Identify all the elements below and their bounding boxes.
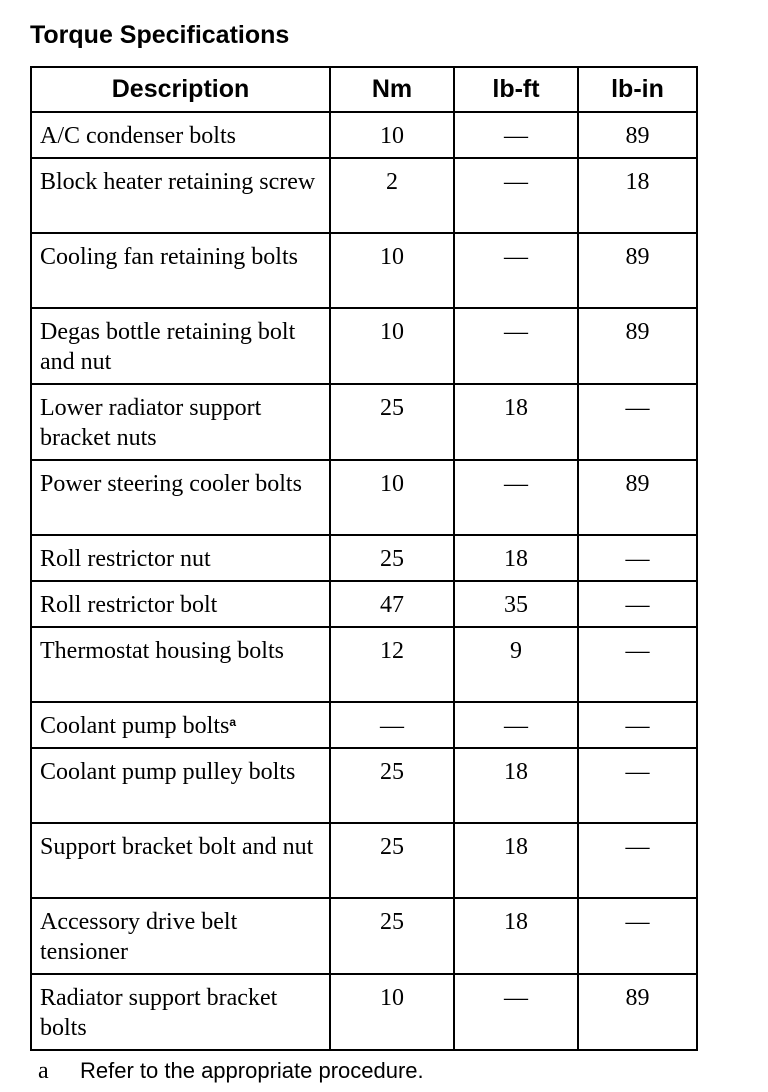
- description-cell: Lower radiator support bracket nuts: [31, 384, 330, 460]
- nm-cell: 10: [330, 233, 454, 308]
- description-cell: Support bracket bolt and nut: [31, 823, 330, 898]
- column-header-description: Description: [31, 67, 330, 112]
- lb-in-cell: —: [578, 535, 697, 581]
- page-title: Torque Specifications: [30, 21, 290, 49]
- lb-ft-cell: 18: [454, 823, 578, 898]
- lb-ft-cell: —: [454, 112, 578, 158]
- table-row: [31, 748, 697, 823]
- lb-in-cell: 89: [578, 308, 697, 384]
- description-text: Coolant pump bolts: [40, 713, 230, 739]
- torque-specifications-table: [30, 66, 698, 1051]
- nm-cell: 10: [330, 308, 454, 384]
- nm-cell: 25: [330, 384, 454, 460]
- lb-ft-cell: —: [454, 158, 578, 233]
- lb-ft-cell: —: [454, 702, 578, 748]
- table-row: [31, 158, 697, 233]
- description-cell: Accessory drive belt tensioner: [31, 898, 330, 974]
- lb-in-cell: 89: [578, 233, 697, 308]
- lb-ft-cell: 9: [454, 627, 578, 702]
- nm-cell: 25: [330, 823, 454, 898]
- table-row: [31, 233, 697, 308]
- nm-cell: 25: [330, 535, 454, 581]
- lb-in-cell: 89: [578, 112, 697, 158]
- column-header-nm: Nm: [330, 67, 454, 112]
- lb-in-cell: 89: [578, 974, 697, 1050]
- lb-in-cell: 89: [578, 460, 697, 535]
- nm-cell: 10: [330, 112, 454, 158]
- footnote-reference: a: [229, 715, 237, 729]
- table-row: [31, 974, 697, 1050]
- description-cell: Radiator support bracket bolts: [31, 974, 330, 1050]
- nm-cell: 25: [330, 898, 454, 974]
- table-row: [31, 581, 697, 627]
- nm-cell: 2: [330, 158, 454, 233]
- table-row: [31, 823, 697, 898]
- description-cell: Coolant pump pulley bolts: [31, 748, 330, 823]
- nm-cell: 25: [330, 748, 454, 823]
- nm-cell: 10: [330, 974, 454, 1050]
- description-cell: A/C condenser bolts: [31, 112, 330, 158]
- description-cell: Cooling fan retaining bolts: [31, 233, 330, 308]
- lb-ft-cell: 18: [454, 384, 578, 460]
- lb-in-cell: —: [578, 748, 697, 823]
- lb-ft-cell: —: [454, 233, 578, 308]
- lb-in-cell: 18: [578, 158, 697, 233]
- lb-ft-cell: —: [454, 460, 578, 535]
- lb-in-cell: —: [578, 823, 697, 898]
- lb-ft-cell: —: [454, 974, 578, 1050]
- table-header-row: [31, 67, 697, 112]
- lb-ft-cell: 18: [454, 535, 578, 581]
- nm-cell: 10: [330, 460, 454, 535]
- lb-ft-cell: 18: [454, 748, 578, 823]
- nm-cell: 12: [330, 627, 454, 702]
- column-header-lb-ft: lb-ft: [454, 67, 578, 112]
- nm-cell: —: [330, 702, 454, 748]
- description-cell: Roll restrictor bolt: [31, 581, 330, 627]
- lb-in-cell: —: [578, 581, 697, 627]
- description-cell: [31, 702, 330, 748]
- lb-ft-cell: 18: [454, 898, 578, 974]
- table-row: [31, 627, 697, 702]
- description-cell: Roll restrictor nut: [31, 535, 330, 581]
- table-row: [31, 112, 697, 158]
- table-row: [31, 535, 697, 581]
- lb-in-cell: —: [578, 384, 697, 460]
- footnote: [38, 1056, 424, 1086]
- description-cell: Power steering cooler bolts: [31, 460, 330, 535]
- nm-cell: 47: [330, 581, 454, 627]
- table-row: [31, 308, 697, 384]
- lb-in-cell: —: [578, 702, 697, 748]
- table-row: [31, 702, 697, 748]
- table-row: [31, 384, 697, 460]
- lb-in-cell: —: [578, 627, 697, 702]
- description-cell: Block heater retaining screw: [31, 158, 330, 233]
- footnote-mark: a: [38, 1058, 49, 1084]
- description-cell: Thermostat housing bolts: [31, 627, 330, 702]
- table-row: [31, 460, 697, 535]
- column-header-lb-in: lb-in: [578, 67, 697, 112]
- lb-in-cell: —: [578, 898, 697, 974]
- table-row: [31, 898, 697, 974]
- lb-ft-cell: 35: [454, 581, 578, 627]
- lb-ft-cell: —: [454, 308, 578, 384]
- footnote-text: Refer to the appropriate procedure.: [80, 1058, 424, 1083]
- description-cell: Degas bottle retaining bolt and nut: [31, 308, 330, 384]
